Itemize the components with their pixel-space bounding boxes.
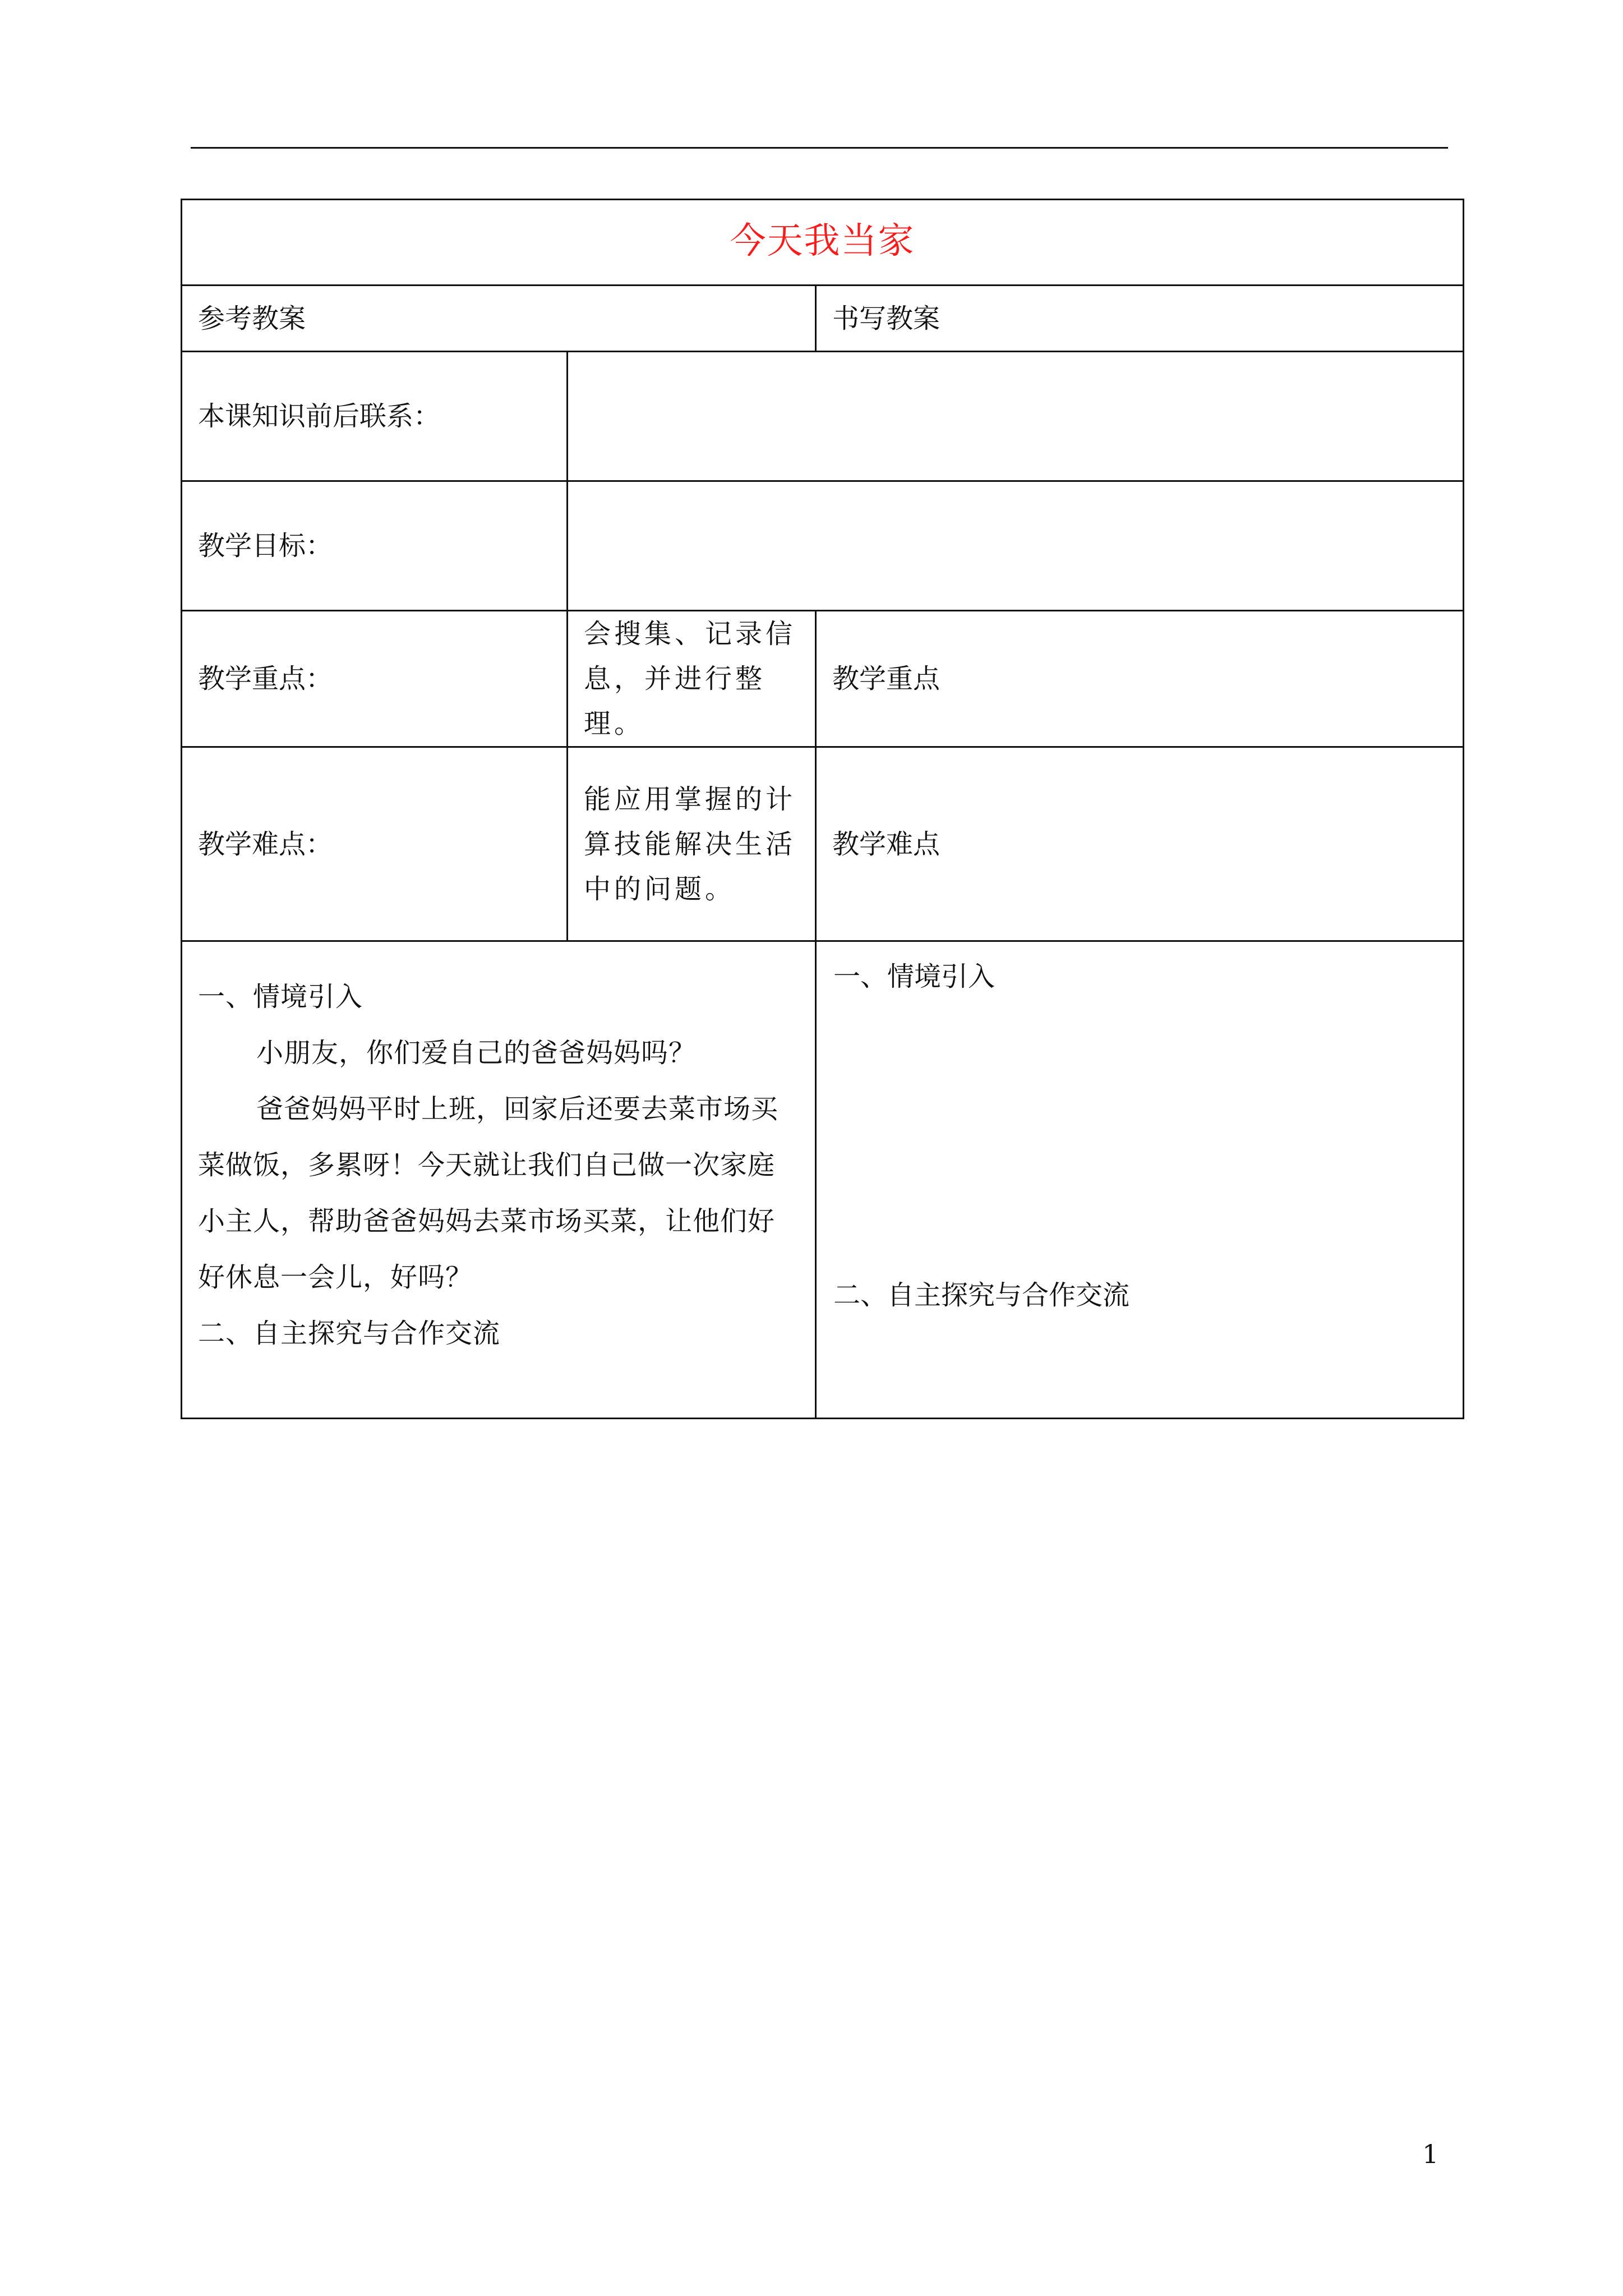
key-point-content: 会搜集、记录信息，并进行整理。: [568, 611, 816, 747]
key-point-row: [182, 611, 1464, 747]
objectives-row: [182, 481, 1464, 611]
section-heading: 一、情境引入: [833, 961, 995, 992]
section-heading: 二、自主探究与合作交流: [833, 1280, 1130, 1311]
written-body: [816, 941, 1464, 1419]
objectives-content: [568, 481, 1464, 611]
body-paragraph: 爸爸妈妈平时上班，回家后还要去菜市场买菜做饭，多累呀！今天就让我们自己做一次家庭小主人，帮助爸爸妈妈去菜市场买菜，让他们好好休息一会儿，好吗？: [198, 1093, 779, 1293]
body-paragraph: 小朋友，你们爱自己的爸爸妈妈吗？: [256, 1037, 697, 1069]
section-heading: 二、自主探究与合作交流: [198, 1318, 501, 1349]
lesson-body-row: [182, 941, 1464, 1419]
connection-row: [182, 352, 1464, 481]
reference-body: [182, 941, 816, 1419]
written-plan-header: 书写教案: [816, 286, 1464, 352]
lesson-plan-table: [181, 199, 1464, 1419]
document-title: 今天我当家: [730, 220, 915, 262]
difficulty-row: [182, 747, 1464, 941]
header-rule: [191, 147, 1448, 149]
key-point-label: 教学重点：: [182, 611, 568, 747]
difficulty-note: 教学难点: [816, 747, 1464, 941]
section-heading: 一、情境引入: [198, 981, 363, 1013]
title-cell: [182, 200, 1464, 286]
difficulty-label: 教学难点：: [182, 747, 568, 941]
reference-plan-header: 参考教案: [182, 286, 816, 352]
key-point-note: 教学重点: [816, 611, 1464, 747]
column-header-row: [182, 286, 1464, 352]
title-row: [182, 200, 1464, 286]
page-number: 1: [1422, 2139, 1439, 2169]
difficulty-content: 能应用掌握的计算技能解决生活中的问题。: [568, 747, 816, 941]
objectives-label: 教学目标：: [182, 481, 568, 611]
connection-content: [568, 352, 1464, 481]
connection-label: 本课知识前后联系：: [182, 352, 568, 481]
